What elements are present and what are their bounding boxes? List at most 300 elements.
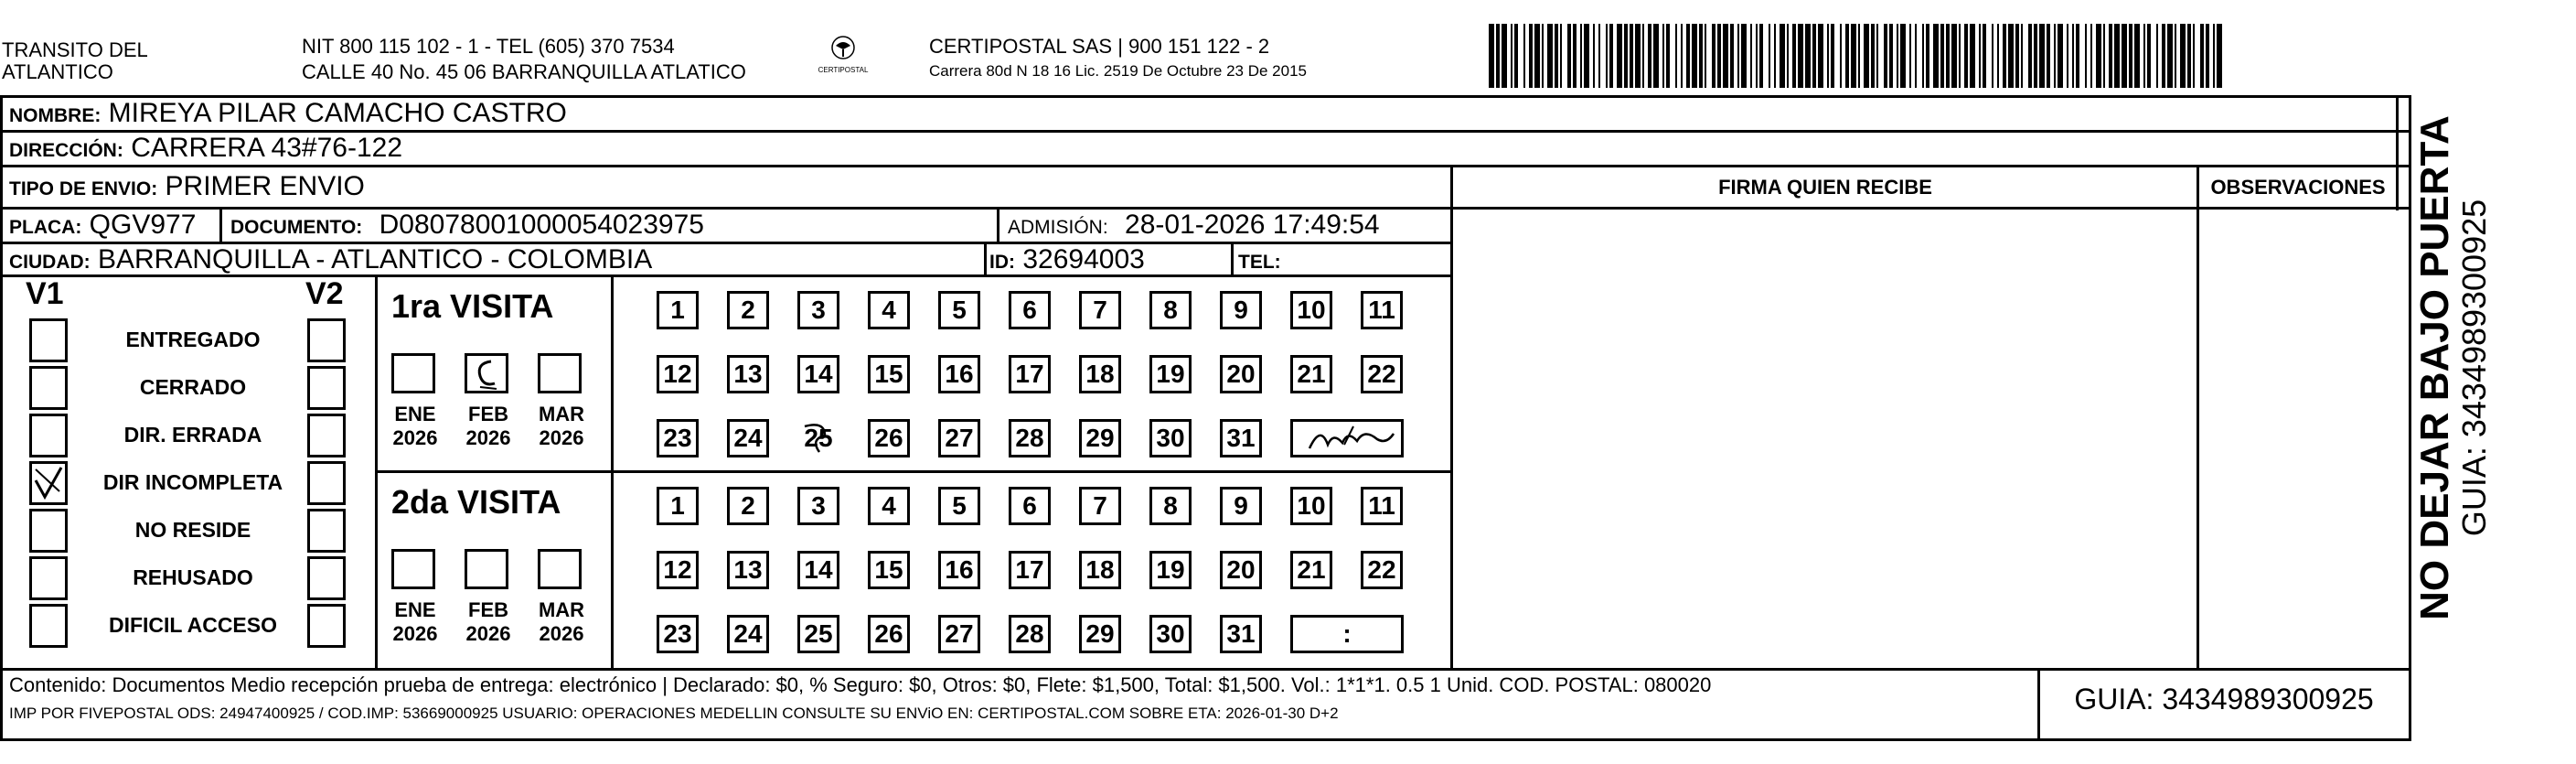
barcode-bar — [1798, 24, 1803, 88]
day-box[interactable] — [1079, 419, 1121, 457]
month-checkbox[interactable] — [391, 353, 435, 393]
month-label: MAR — [538, 403, 585, 425]
day-number: 24 — [733, 424, 763, 452]
barcode-bar — [1780, 24, 1785, 88]
barcode-bar — [1897, 24, 1898, 88]
admision-value: 28-01-2026 17:49:54 — [1125, 210, 1380, 240]
day-box[interactable] — [657, 615, 699, 653]
tipo-envio-label: TIPO DE ENVIO: — [9, 178, 158, 199]
barcode-bar — [1864, 24, 1869, 88]
barcode-bar — [1712, 24, 1716, 88]
day-number: 9 — [1234, 296, 1248, 324]
barcode-bar — [1737, 24, 1739, 88]
barcode-bar — [1529, 24, 1533, 88]
nombre-field — [9, 97, 567, 133]
day-box[interactable] — [1149, 551, 1192, 589]
day-box[interactable] — [868, 419, 910, 457]
day-number: 29 — [1085, 619, 1115, 648]
month-checkbox[interactable] — [538, 353, 582, 393]
day-number: 26 — [874, 424, 903, 452]
barcode-bar — [1699, 24, 1703, 88]
day-number: 7 — [1093, 296, 1107, 324]
barcode-bar — [1750, 24, 1752, 88]
documento-field — [230, 209, 704, 244]
barcode-bar — [2162, 24, 2165, 88]
barcode-bar — [1573, 24, 1577, 88]
day-number: 17 — [1015, 555, 1044, 584]
day-box[interactable] — [727, 551, 769, 589]
barcode-bar — [2072, 24, 2074, 88]
v2-checkbox[interactable] — [307, 556, 346, 600]
day-box[interactable] — [797, 419, 839, 457]
placa-label: PLACA: — [9, 217, 82, 238]
barcode-bar — [2090, 24, 2092, 88]
barcode-bar — [1884, 24, 1887, 88]
month-label: FEB — [468, 598, 508, 621]
status-label: DIR. ERRADA — [123, 423, 262, 447]
barcode-bar — [2156, 24, 2158, 88]
day-box[interactable] — [657, 419, 699, 457]
day-number: 14 — [804, 360, 833, 388]
barcode-bar — [2187, 24, 2191, 88]
day-number: 8 — [1163, 296, 1178, 324]
documento-value: D08078001000054023975 — [379, 210, 704, 240]
sender-name-line2: ATLANTICO — [2, 60, 113, 83]
observaciones-header: OBSERVACIONES — [2210, 176, 2386, 199]
day-box[interactable] — [1079, 355, 1121, 393]
day-box[interactable] — [797, 615, 839, 653]
carrier-name: CERTIPOSTAL SAS | 900 151 122 - 2 — [929, 35, 1270, 58]
day-box[interactable] — [1149, 355, 1192, 393]
barcode-bar — [1630, 24, 1633, 88]
barcode-bar — [2067, 24, 2068, 88]
day-number: 13 — [733, 555, 763, 584]
day-box[interactable] — [1361, 487, 1403, 525]
day-box[interactable] — [938, 419, 980, 457]
barcode-bar — [1774, 24, 1776, 88]
barcode-bar — [1997, 24, 1999, 88]
ciudad-label: CIUDAD: — [9, 252, 91, 273]
barcode-bar — [1617, 24, 1622, 88]
barcode-bar — [1871, 24, 1875, 88]
status-label: DIFICIL ACCESO — [108, 613, 277, 637]
day-box[interactable] — [1149, 487, 1192, 525]
month-checkbox[interactable] — [465, 549, 508, 589]
day-number: 26 — [874, 619, 903, 648]
tel-field — [1238, 243, 1281, 279]
day-number: 1 — [670, 491, 685, 520]
day-number: 6 — [1022, 491, 1037, 520]
day-number: 12 — [663, 360, 692, 388]
barcode-bar — [1818, 24, 1823, 88]
barcode-bar — [1922, 24, 1924, 88]
barcode-bar — [2122, 24, 2127, 88]
footer-imp: IMP POR FIVEPOSTAL ODS: 24947400925 / COD.IMP: 53669000925 USUARIO: OPERACIONES MEDELLIN CONSULTE SU ENViO EN: CERTIPOSTAL.COM SOBRE ETA: 2026-01-30 D+2 — [9, 705, 1339, 722]
barcode-bar — [1635, 24, 1641, 88]
day-box[interactable] — [868, 615, 910, 653]
day-box[interactable] — [1149, 291, 1192, 329]
day-box[interactable] — [727, 487, 769, 525]
footer-guia: GUIA: 3434989300925 — [2074, 683, 2374, 716]
v2-checkbox[interactable] — [307, 366, 346, 410]
barcode-bar — [1959, 24, 1961, 88]
barcode-bar — [1851, 24, 1856, 88]
day-box[interactable] — [938, 291, 980, 329]
v2-checkbox[interactable] — [307, 414, 346, 457]
day-box[interactable] — [1009, 551, 1051, 589]
day-number: 4 — [882, 296, 896, 324]
day-box[interactable] — [727, 419, 769, 457]
barcode-bar — [2003, 24, 2006, 88]
barcode-bar — [1686, 24, 1690, 88]
signature-scribble — [1300, 417, 1408, 457]
direccion-field — [9, 132, 402, 167]
year-label: 2026 — [392, 426, 438, 449]
month-checkbox[interactable] — [538, 549, 582, 589]
barcode-bar — [2217, 24, 2222, 88]
barcode-bar — [1705, 24, 1706, 88]
barcode-bar — [1827, 24, 1829, 88]
barcode-bar — [1624, 24, 1628, 88]
barcode-bar — [2167, 24, 2173, 88]
placa-field — [9, 209, 196, 244]
day-box[interactable] — [727, 615, 769, 653]
day-number: 28 — [1015, 424, 1044, 452]
day-box[interactable] — [1361, 551, 1403, 589]
day-number: 18 — [1085, 360, 1115, 388]
barcode-bar — [1606, 24, 1608, 88]
month-checkbox[interactable] — [465, 353, 508, 393]
v1-checkbox[interactable] — [29, 556, 68, 600]
day-number: 6 — [1022, 296, 1037, 324]
day-number: 5 — [952, 491, 967, 520]
barcode-bar — [2058, 24, 2063, 88]
day-box[interactable] — [657, 487, 699, 525]
barcode-bar — [2129, 24, 2132, 88]
day-number: 21 — [1297, 555, 1326, 584]
day-number: 23 — [663, 619, 692, 648]
day-box[interactable] — [1009, 355, 1051, 393]
day-box[interactable] — [1149, 615, 1192, 653]
barcode-bar — [1792, 24, 1796, 88]
day-number: 9 — [1234, 491, 1248, 520]
barcode-bar — [1666, 24, 1670, 88]
tipo-envio-value: PRIMER ENVIO — [165, 171, 365, 201]
day-number: 29 — [1085, 424, 1115, 452]
day-number: 25 — [804, 619, 833, 648]
tipo-envio-field — [9, 170, 365, 206]
day-box[interactable] — [657, 291, 699, 329]
barcode-bar — [2096, 24, 2101, 88]
v1-checkbox[interactable] — [29, 461, 68, 505]
day-box[interactable] — [727, 291, 769, 329]
day-box[interactable] — [1079, 487, 1121, 525]
month-label: MAR — [538, 598, 585, 621]
day-number: 7 — [1093, 491, 1107, 520]
v2-checkbox[interactable] — [307, 604, 346, 648]
day-box[interactable] — [1220, 419, 1262, 457]
direccion-label: DIRECCIÓN: — [9, 140, 123, 161]
barcode-bar — [1648, 24, 1651, 88]
day-number: 30 — [1156, 619, 1185, 648]
year-label: 2026 — [539, 426, 584, 449]
day-number: 30 — [1156, 424, 1185, 452]
barcode-bar — [2021, 24, 2023, 88]
barcode-bar — [1593, 24, 1595, 88]
side-panel — [2412, 93, 2495, 642]
day-number: 22 — [1367, 555, 1396, 584]
day-box[interactable] — [1220, 355, 1262, 393]
admision-field — [1008, 209, 1380, 244]
barcode-bar — [1502, 24, 1507, 88]
firma-header: FIRMA QUIEN RECIBE — [1718, 176, 1932, 199]
barcode-bar — [2147, 24, 2151, 88]
day-box[interactable] — [868, 551, 910, 589]
visit-title: 2da VISITA — [391, 483, 561, 521]
barcode-bar — [1926, 24, 1929, 88]
day-box[interactable] — [1009, 291, 1051, 329]
day-number: 18 — [1085, 555, 1115, 584]
documento-label: DOCUMENTO: — [230, 217, 363, 238]
day-number: 8 — [1163, 491, 1178, 520]
day-number: 11 — [1368, 491, 1395, 520]
day-number: 22 — [1367, 360, 1396, 388]
day-box[interactable] — [868, 291, 910, 329]
day-number: 19 — [1156, 555, 1185, 584]
day-number: 15 — [874, 555, 903, 584]
month-label: FEB — [468, 403, 508, 425]
barcode-bar — [1723, 24, 1728, 88]
barcode-bar — [1909, 24, 1911, 88]
barcode-bar — [2054, 24, 2056, 88]
day-number: 25 — [804, 424, 833, 452]
barcode-bar — [1900, 24, 1906, 88]
barcode-bar — [1940, 24, 1944, 88]
day-box[interactable] — [1220, 291, 1262, 329]
barcode-bar — [1547, 24, 1553, 88]
day-number: 10 — [1297, 296, 1326, 324]
day-box[interactable] — [1290, 291, 1332, 329]
day-box[interactable] — [1361, 291, 1403, 329]
barcode-bar — [2008, 24, 2014, 88]
barcode-bar — [1831, 24, 1834, 88]
year-label: 2026 — [465, 426, 511, 449]
barcode-bar — [1523, 24, 1525, 88]
barcode-bar — [1511, 24, 1512, 88]
day-box[interactable] — [1149, 419, 1192, 457]
barcode-bar — [1946, 24, 1950, 88]
day-number: 28 — [1015, 619, 1044, 648]
barcode-bar — [1983, 24, 1986, 88]
logo-text: CERTIPOSTAL — [818, 66, 869, 74]
v2-checkbox[interactable] — [307, 318, 346, 362]
barcode-bar — [1805, 24, 1811, 88]
day-box[interactable] — [1079, 615, 1121, 653]
barcode-bar — [1840, 24, 1842, 88]
day-number: 12 — [663, 555, 692, 584]
barcode-bar — [1598, 24, 1600, 88]
barcode-bar — [2134, 24, 2140, 88]
day-box[interactable] — [938, 551, 980, 589]
admision-label: ADMISIÓN: — [1008, 217, 1108, 238]
day-box[interactable] — [1009, 615, 1051, 653]
barcode-bar — [2076, 24, 2079, 88]
day-box[interactable] — [1220, 615, 1262, 653]
time-box[interactable] — [1290, 615, 1404, 653]
barcode-bar — [1992, 24, 1993, 88]
barcode-bar — [1730, 24, 1734, 88]
barcode-bar — [1534, 24, 1540, 88]
day-number: 5 — [952, 296, 967, 324]
nombre-value: MIREYA PILAR CAMACHO CASTRO — [108, 98, 567, 128]
day-box[interactable] — [797, 487, 839, 525]
barcode-bar — [2028, 24, 2032, 88]
barcode-bar — [1964, 24, 1968, 88]
barcode-bar — [1970, 24, 1975, 88]
day-box[interactable] — [1220, 487, 1262, 525]
barcode-bar — [1692, 24, 1697, 88]
day-box[interactable] — [1220, 551, 1262, 589]
barcode-bar — [2180, 24, 2186, 88]
barcode-bar — [1662, 24, 1664, 88]
v2-checkbox[interactable] — [307, 509, 346, 553]
barcode-bar — [1759, 24, 1763, 88]
day-number: 16 — [945, 360, 974, 388]
sender-nit: NIT 800 115 102 - 1 - TEL (605) 370 7534 — [302, 35, 675, 58]
v1-checkbox[interactable] — [29, 604, 68, 648]
day-box[interactable] — [797, 355, 839, 393]
day-number: 3 — [811, 491, 826, 520]
certipostal-logo — [816, 35, 871, 81]
barcode-bar — [2103, 24, 2105, 88]
barcode-bar — [2213, 24, 2215, 88]
barcode-bar — [1858, 24, 1860, 88]
day-box[interactable] — [657, 355, 699, 393]
barcode-bar — [2200, 24, 2204, 88]
day-number: 27 — [945, 619, 974, 648]
barcode-bar — [2114, 24, 2120, 88]
nombre-label: NOMBRE: — [9, 105, 102, 126]
v1-checkbox[interactable] — [29, 318, 68, 362]
day-number: 13 — [733, 360, 763, 388]
status-label: DIR INCOMPLETA — [102, 470, 283, 494]
day-box[interactable] — [938, 355, 980, 393]
barcode — [1489, 24, 2226, 88]
day-number: 31 — [1226, 619, 1256, 648]
barcode-bar — [1741, 24, 1747, 88]
day-number: 11 — [1368, 296, 1395, 324]
barcode-bar — [2047, 24, 2050, 88]
day-box[interactable] — [1009, 487, 1051, 525]
day-box[interactable] — [1290, 487, 1332, 525]
barcode-bar — [1769, 24, 1770, 88]
v1-checkbox[interactable] — [29, 366, 68, 410]
ciudad-field — [9, 243, 652, 279]
day-box[interactable] — [727, 355, 769, 393]
day-number: 24 — [733, 619, 763, 648]
barcode-bar — [1555, 24, 1558, 88]
v1-header: V1 — [26, 276, 64, 311]
day-box[interactable] — [1079, 551, 1121, 589]
day-box[interactable] — [938, 487, 980, 525]
barcode-bar — [1933, 24, 1939, 88]
day-box[interactable] — [1009, 419, 1051, 457]
v1-checkbox[interactable] — [29, 414, 68, 457]
year-label: 2026 — [392, 622, 438, 645]
barcode-bar — [2034, 24, 2037, 88]
barcode-bar — [1542, 24, 1544, 88]
barcode-bar — [1717, 24, 1721, 88]
day-number: 2 — [741, 296, 755, 324]
side-guia: GUIA: 3434989300925 — [2455, 199, 2493, 537]
id-value: 32694003 — [1022, 244, 1145, 274]
day-box[interactable] — [1361, 355, 1403, 393]
barcode-bar — [1889, 24, 1893, 88]
month-label: ENE — [394, 598, 436, 621]
day-number: 20 — [1226, 360, 1256, 388]
time-value: : — [1342, 619, 1352, 648]
day-box[interactable] — [1290, 551, 1332, 589]
footer-contenido: Contenido: Documentos Medio recepción prueba de entrega: electrónico | Declarado: $0, % Seguro: $0, Otros: $0, Flete: $1,500, Total: $1,500. Vol.: 1*1*1. 0.5 1 Unid. COD. POSTAL: 080020 — [9, 673, 1712, 696]
barcode-bar — [1876, 24, 1878, 88]
barcode-bar — [1560, 24, 1562, 88]
day-number: 17 — [1015, 360, 1044, 388]
barcode-bar — [1567, 24, 1571, 88]
barcode-bar — [1514, 24, 1518, 88]
day-box[interactable] — [868, 487, 910, 525]
day-box[interactable] — [1290, 355, 1332, 393]
direccion-value: CARRERA 43#76-122 — [131, 133, 403, 163]
barcode-bar — [1580, 24, 1582, 88]
day-number: 15 — [874, 360, 903, 388]
ciudad-value: BARRANQUILLA - ATLANTICO - COLOMBIA — [98, 244, 653, 274]
barcode-bar — [1681, 24, 1683, 88]
sender-address: CALLE 40 No. 45 06 BARRANQUILLA ATLATICO — [302, 60, 746, 83]
day-box[interactable] — [868, 355, 910, 393]
day-number: 16 — [945, 555, 974, 584]
day-box[interactable] — [938, 615, 980, 653]
day-box[interactable] — [1079, 291, 1121, 329]
day-number: 31 — [1226, 424, 1256, 452]
day-number: 27 — [945, 424, 974, 452]
barcode-bar — [2206, 24, 2209, 88]
day-box[interactable] — [797, 291, 839, 329]
year-label: 2026 — [465, 622, 511, 645]
day-number: 3 — [811, 296, 826, 324]
barcode-bar — [1787, 24, 1789, 88]
barcode-bar — [1653, 24, 1659, 88]
day-box[interactable] — [797, 551, 839, 589]
barcode-bar — [1609, 24, 1613, 88]
day-number: 1 — [670, 296, 685, 324]
id-field — [989, 243, 1145, 279]
month-checkbox[interactable] — [391, 549, 435, 589]
barcode-bar — [1675, 24, 1677, 88]
barcode-bar — [1756, 24, 1758, 88]
barcode-bar — [1812, 24, 1816, 88]
day-number: 2 — [741, 491, 755, 520]
barcode-bar — [2109, 24, 2112, 88]
day-number: 10 — [1297, 491, 1326, 520]
v1-checkbox[interactable] — [29, 509, 68, 553]
barcode-bar — [2085, 24, 2087, 88]
barcode-bar — [1915, 24, 1917, 88]
day-number: 19 — [1156, 360, 1185, 388]
day-box[interactable] — [657, 551, 699, 589]
day-number: 23 — [663, 424, 692, 452]
v2-checkbox[interactable] — [307, 461, 346, 505]
barcode-bar — [1845, 24, 1849, 88]
